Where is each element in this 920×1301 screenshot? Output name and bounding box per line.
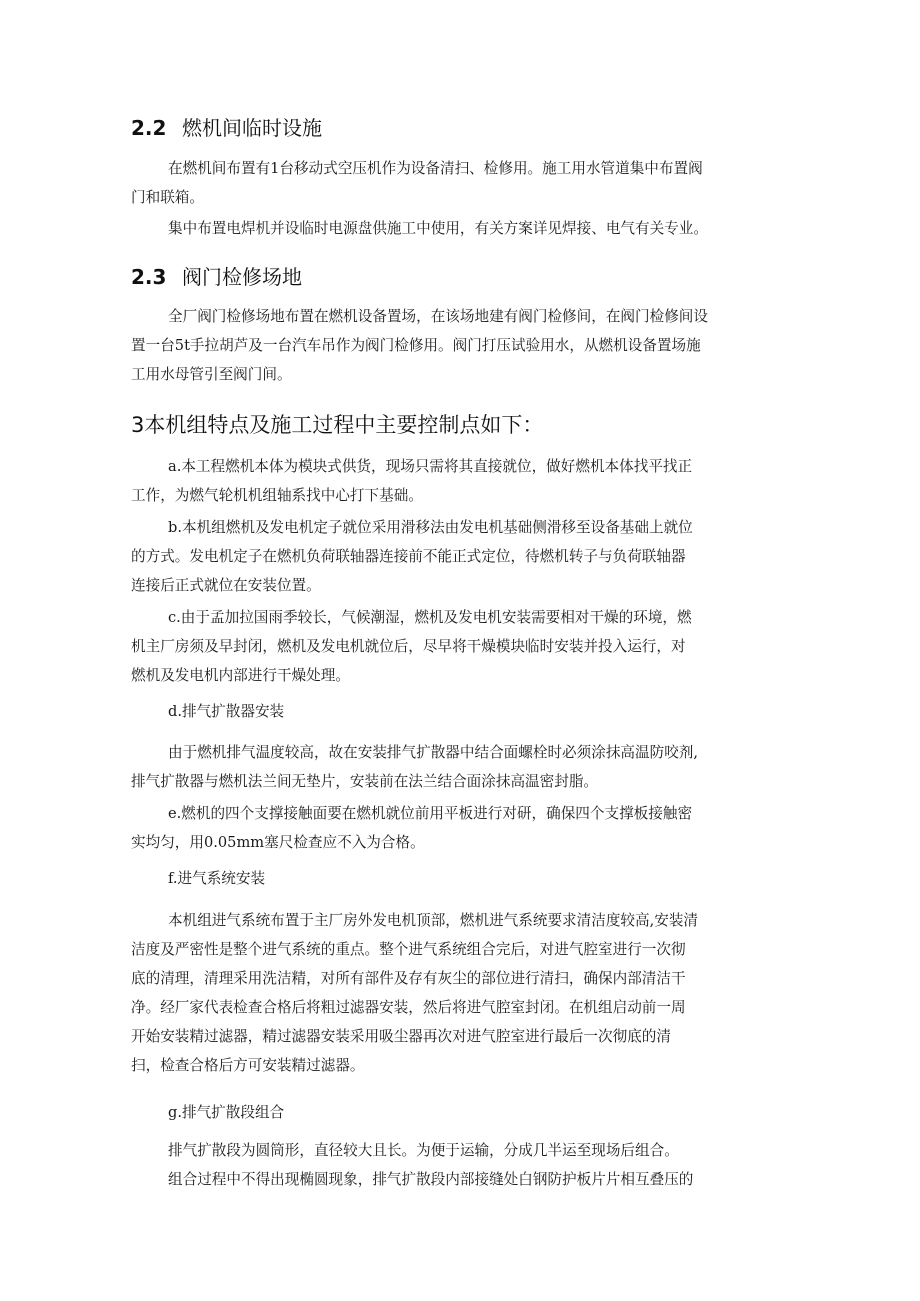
text-line: b.本机组燃机及发电机定子就位采用滑移法由发电机基础侧滑移至设备基础上就位 xyxy=(168,519,693,536)
item-a xyxy=(131,452,779,510)
item-c xyxy=(131,603,779,690)
text-line: 连接后正式就位在安装位置。 xyxy=(131,577,321,594)
paragraph xyxy=(131,214,779,243)
text-line: 实均匀，用0.05mm塞尺检查应不入为合格。 xyxy=(131,834,425,851)
item-g-title: g.排气扩散段组合 xyxy=(168,1104,285,1121)
text-line: 燃机及发电机内部进行干燥处理。 xyxy=(131,667,350,684)
section-number: 2.2 xyxy=(131,116,167,140)
section-title: 燃机间临时设施 xyxy=(182,116,322,140)
text-line: 机主厂房须及早封闭，燃机及发电机就位后，尽早将干燥模块临时安装并投入运行，对 xyxy=(131,638,686,655)
text-line: 扫，检查合格后方可安装精过滤器。 xyxy=(131,1057,365,1074)
section-title: 阀门检修场地 xyxy=(182,265,302,289)
text-line: 开始安装精过滤器，精过滤器安装采用吸尘器再次对进气腔室进行最后一次彻底的清 xyxy=(131,1028,671,1045)
text-line: 本机组进气系统布置于主厂房外发电机顶部，燃机进气系统要求清洁度较高,安装清 xyxy=(168,912,699,929)
paragraph xyxy=(131,302,779,389)
text-line: 工用水母管引至阀门间。 xyxy=(131,366,292,383)
text-line: 由于燃机排气温度较高，故在安装排气扩散器中结合面螺栓时必须涂抹高温防咬剂, xyxy=(168,744,699,761)
paragraph xyxy=(131,154,779,212)
section-2-3-heading xyxy=(131,264,920,290)
text-line: 全厂阀门检修场地布置在燃机设备置场，在该场地建有阀门检修间，在阀门检修间设 xyxy=(168,308,708,325)
text-line: 底的清理，清理采用洗洁精，对所有部件及存有灰尘的部位进行清扫，确保内部清洁干 xyxy=(131,970,686,987)
section-3-heading: 3本机组特点及施工过程中主要控制点如下： xyxy=(131,413,544,437)
text-line: e.燃机的四个支撑接触面要在燃机就位前用平板进行对研，确保四个支撑板接触密 xyxy=(168,805,693,822)
item-f-body xyxy=(131,906,779,1080)
text-line: 在燃机间布置有1台移动式空压机作为设备清扫、检修用。施工用水管道集中布置阀 xyxy=(168,160,703,177)
item-f-title: f.进气系统安装 xyxy=(168,870,266,887)
item-b xyxy=(131,513,779,600)
text-line: 净。经厂家代表检查合格后将粗过滤器安装，然后将进气腔室封闭。在机组启动前一周 xyxy=(131,999,686,1016)
text-line: 的方式。发电机定子在燃机负荷联轴器连接前不能正式定位，待燃机转子与负荷联轴器 xyxy=(131,548,686,565)
text-line: 组合过程中不得出现椭圆现象，排气扩散段内部接缝处白钢防护板片片相互叠压的 xyxy=(168,1171,694,1188)
item-d-body xyxy=(131,738,779,796)
text-line: 排气扩散器与燃机法兰间无垫片，安装前在法兰结合面涂抹高温密封脂。 xyxy=(131,773,599,790)
section-2-2-heading xyxy=(131,115,920,141)
item-d-title: d.排气扩散器安装 xyxy=(168,703,285,720)
text-line: 门和联箱。 xyxy=(131,189,204,206)
item-e xyxy=(131,799,779,857)
text-line: 工作，为燃气轮机机组轴系找中心打下基础。 xyxy=(131,487,423,504)
text-line: c.由于孟加拉国雨季较长，气候潮湿，燃机及发电机安装需要相对干燥的环境，燃 xyxy=(168,609,692,626)
item-g-body xyxy=(131,1136,779,1194)
text-line: 集中布置电焊机并设临时电源盘供施工中使用，有关方案详见焊接、电气有关专业。 xyxy=(168,220,708,237)
section-number: 2.3 xyxy=(131,265,167,289)
text-line: 排气扩散段为圆筒形，直径较大且长。为便于运输，分成几半运至现场后组合。 xyxy=(168,1142,679,1159)
text-line: a.本工程燃机本体为模块式供货，现场只需将其直接就位，做好燃机本体找平找正 xyxy=(168,458,693,475)
text-line: 洁度及严密性是整个进气系统的重点。整个进气系统组合完后，对进气腔室进行一次彻 xyxy=(131,941,686,958)
text-line: 置一台5t手拉胡芦及一台汽车吊作为阀门检修用。阀门打压试验用水，从燃机设备置场施 xyxy=(131,337,701,354)
